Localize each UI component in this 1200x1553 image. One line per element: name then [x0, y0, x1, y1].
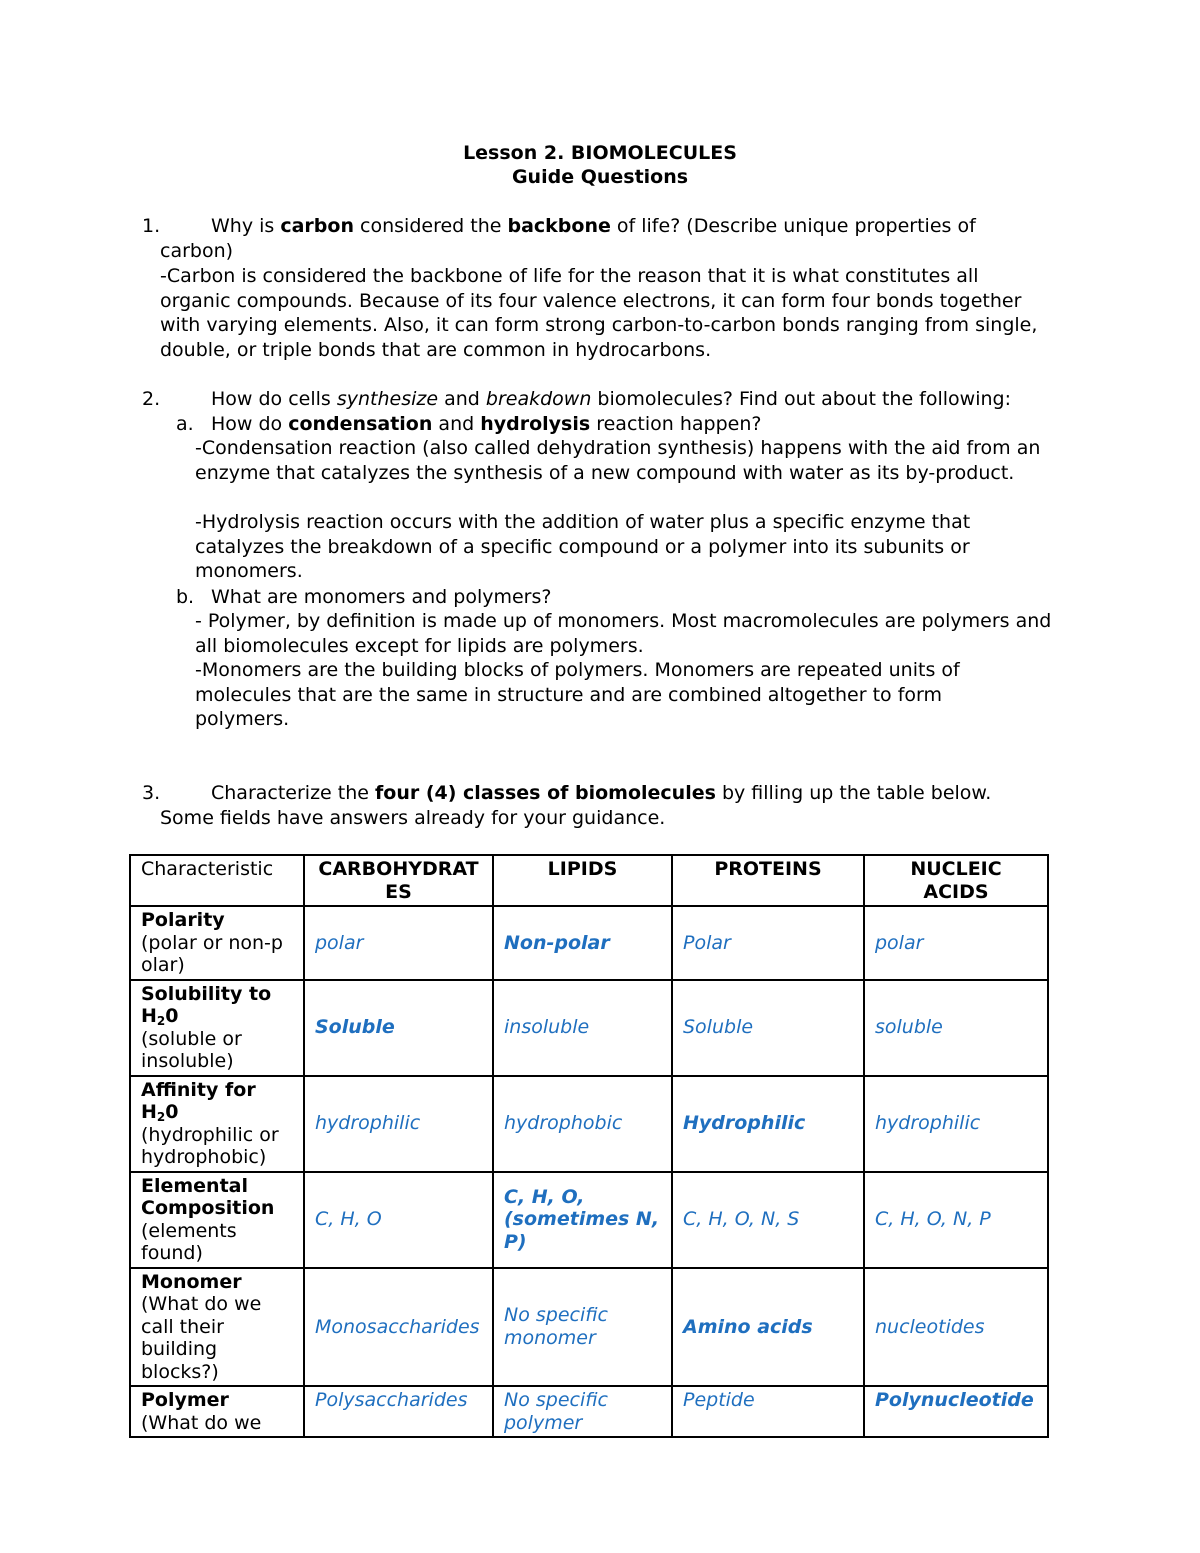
cell-lipids-solubility: insoluble [493, 980, 672, 1076]
biomolecules-table [129, 854, 1049, 1438]
table-row [130, 980, 1048, 1076]
table-header-row [130, 855, 1048, 906]
question-3-text: Characterize the four (4) classes of biomolecules by filling up the table below. [211, 782, 992, 804]
cell-carbohydrates-solubility: Soluble [304, 980, 493, 1076]
cell-lipids-elements: C, H, O, (sometimes N, P) [493, 1172, 672, 1268]
row-head-solubility: Solubility to $H_20$ (soluble or insoluble) [130, 980, 304, 1076]
cell-carbohydrates-affinity: hydrophilic [304, 1076, 493, 1172]
cell-lipids-polarity: Non-polar [493, 906, 672, 980]
row-head-polymer: Polymer (What do we [130, 1386, 304, 1437]
header-lipids: LIPIDS [493, 855, 672, 906]
question-3-number: 3. [142, 782, 161, 804]
question-2-number: 2. [142, 388, 161, 410]
cell-nucleic-acids-elements: C, H, O, N, P [864, 1172, 1048, 1268]
cell-nucleic-acids-affinity: hydrophilic [864, 1076, 1048, 1172]
header-proteins: PROTEINS [672, 855, 864, 906]
question-3-text-cont: Some fields have answers already for your guidance. [160, 807, 666, 829]
table-row [130, 906, 1048, 980]
cell-carbohydrates-monomer: Monosaccharides [304, 1268, 493, 1387]
row-head-polarity: Polarity (polar or non-polar) [130, 906, 304, 980]
question-2b-label: b. [176, 586, 195, 608]
row-head-monomer: Monomer (What do we call their building blocks?) [130, 1268, 304, 1387]
question-2a-answer-hydrolysis: -Hydrolysis reaction occurs with the addition of water plus a specific enzyme that catalyzes the breakdown of a specific compound or a polymer into its subunits or monomers. [195, 511, 971, 583]
table-row [130, 1076, 1048, 1172]
question-1-answer: -Carbon is considered the backbone of life for the reason that it is what constitutes all organic compounds. Because of its four valence electrons, it can form four bonds together with varying elements. Also, it can form strong carbon-to-carbon bonds ranging from single, double, or triple bonds that are common in hydrocarbons. [160, 265, 1038, 362]
table-row [130, 1268, 1048, 1387]
header-nucleic-acids: NUCLEIC ACIDS [864, 855, 1048, 906]
cell-lipids-monomer: No specific monomer [493, 1268, 672, 1387]
cell-nucleic-acids-solubility: soluble [864, 980, 1048, 1076]
cell-lipids-polymer: No specific polymer [493, 1386, 672, 1437]
question-1-text: Why is carbon considered the backbone of life? (Describe unique properties of [211, 215, 976, 237]
lesson-title: Lesson 2. BIOMOLECULES [463, 142, 737, 164]
question-2b-text: What are monomers and polymers? [211, 586, 552, 608]
question-2b-answer-polymer: - Polymer, by definition is made up of monomers. Most macromolecules are polymers and all biomolecules except for lipids are polymers. [195, 610, 1052, 657]
question-2a-answer-condensation: -Condensation reaction (also called dehydration synthesis) happens with the aid from an enzyme that catalyzes the synthesis of a new compound with water as its by-product. [195, 437, 1041, 484]
question-2b-answer-monomer: -Monomers are the building blocks of polymers. Monomers are repeated units of molecules that are the same in structure and are combined altogether to form polymers. [195, 659, 960, 731]
cell-carbohydrates-elements: C, H, O [304, 1172, 493, 1268]
question-2-text: How do cells synthesize and breakdown biomolecules? Find out about the following: [211, 388, 1011, 410]
header-carbohydrates: CARBOHYDRATES [304, 855, 493, 906]
cell-proteins-polarity: Polar [672, 906, 864, 980]
cell-proteins-elements: C, H, O, N, S [672, 1172, 864, 1268]
cell-carbohydrates-polymer: Polysaccharides [304, 1386, 493, 1437]
cell-nucleic-acids-polarity: polar [864, 906, 1048, 980]
table-row [130, 1172, 1048, 1268]
cell-carbohydrates-polarity: polar [304, 906, 493, 980]
cell-nucleic-acids-polymer: Polynucleotide [864, 1386, 1048, 1437]
header-characteristic: Characteristic [130, 855, 304, 906]
row-head-elemental-composition: Elemental Composition (elements found) [130, 1172, 304, 1268]
cell-proteins-affinity: Hydrophilic [672, 1076, 864, 1172]
question-1-number: 1. [142, 215, 161, 237]
cell-lipids-affinity: hydrophobic [493, 1076, 672, 1172]
cell-proteins-monomer: Amino acids [672, 1268, 864, 1387]
cell-nucleic-acids-monomer: nucleotides [864, 1268, 1048, 1387]
question-2a-text: How do condensation and hydrolysis reaction happen? [211, 413, 762, 435]
guide-questions-heading: Guide Questions [511, 166, 689, 188]
question-1-text-cont: carbon) [160, 240, 234, 262]
cell-proteins-solubility: Soluble [672, 980, 864, 1076]
question-2a-label: a. [176, 413, 194, 435]
row-head-affinity: Affinity for $H_20$ (hydrophilic or hydrophobic) [130, 1076, 304, 1172]
table-row [130, 1386, 1048, 1437]
cell-proteins-polymer: Peptide [672, 1386, 864, 1437]
